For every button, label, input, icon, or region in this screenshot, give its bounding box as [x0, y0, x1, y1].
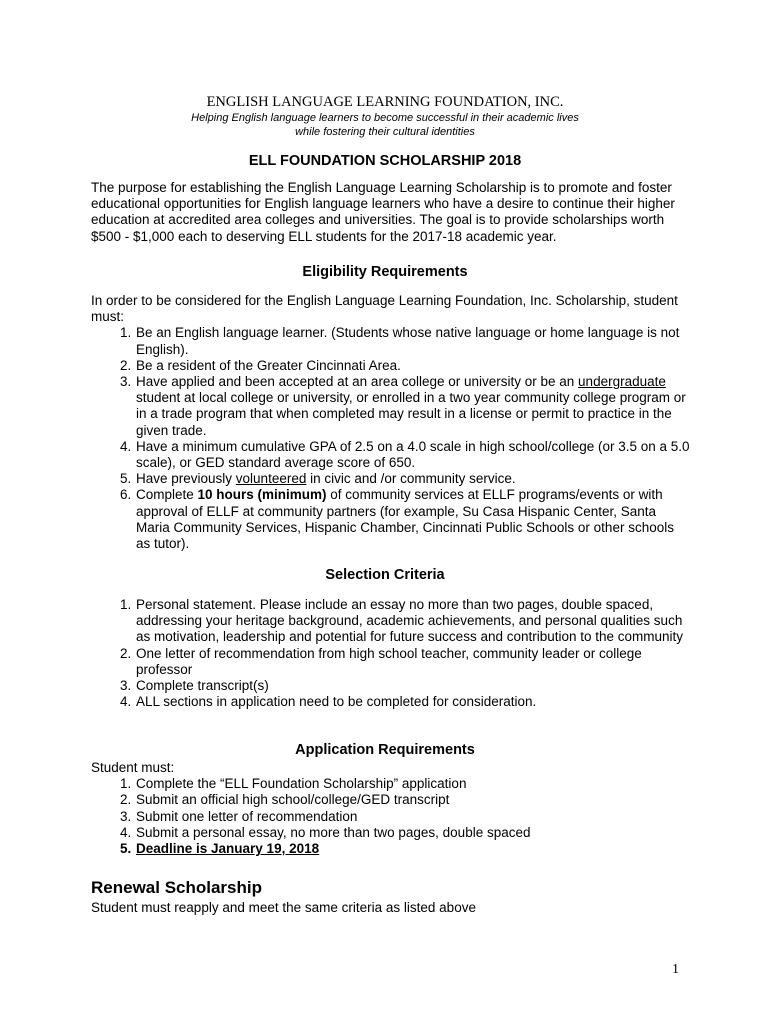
eligibility-lead: In order to be considered for the English Language Learning Foundation, Inc. Scholarship, student must: — [91, 293, 678, 325]
list-item: 2. Be a resident of the Greater Cincinnati Area. — [135, 358, 691, 374]
page-number: 1 — [672, 962, 679, 977]
application-lead: Student must: — [91, 760, 175, 775]
eligibility-heading: Eligibility Requirements — [302, 264, 468, 280]
tagline — [0, 111, 770, 139]
tagline-line-1: Helping English language learners to become successful in their academic lives — [191, 112, 579, 124]
application-heading: Application Requirements — [295, 742, 475, 758]
deadline-item: 5. Deadline is January 19, 2018 — [135, 841, 691, 857]
application-section — [91, 760, 691, 857]
list-item: 1. Complete the “ELL Foundation Scholarship” application — [135, 776, 691, 792]
renewal-text: Student must reapply and meet the same criteria as listed above — [91, 900, 476, 915]
list-item: 5. Have previously volunteered in civic and /or community service. — [135, 471, 691, 487]
list-item: 2. One letter of recommendation from high school teacher, community leader or college professor — [135, 646, 691, 678]
organization-name: ENGLISH LANGUAGE LEARNING FOUNDATION, INC. — [206, 94, 564, 110]
list-item: 6. Complete 10 hours (minimum) of community services at ELLF programs/events or with approval of ELLF at community partners (for example, Su Casa Hispanic Center, Santa Maria Community Services, Hispanic Chamber, Cincinnati Public Schools or other schools as tutor). — [135, 487, 691, 552]
list-item: 3. Submit one letter of recommendation — [135, 809, 691, 825]
selection-heading: Selection Criteria — [325, 567, 445, 583]
list-item: 1. Be an English language learner. (Students whose native language or home language is not English). — [135, 325, 691, 357]
list-item: 1. Personal statement. Please include an essay no more than two pages, double spaced, addressing your heritage background, academic achievements, and personal qualities such as motivation, leadership and potential for future success and contribution to the community — [135, 597, 691, 646]
eligibility-list — [91, 325, 691, 552]
selection-section — [91, 597, 691, 710]
selection-list — [91, 597, 691, 710]
list-item: 4. Submit a personal essay, no more than two pages, double spaced — [135, 825, 691, 841]
intro-paragraph: The purpose for establishing the English Language Learning Scholarship is to promote and foster educational opportunities for English language learners who have a desire to continue their higher education at accredited area colleges and universities. The goal is to provide scholarships worth $500 - $1,000 each to deserving ELL students for the 2017-18 academic year. — [91, 180, 675, 244]
list-item: 3. Complete transcript(s) — [135, 678, 691, 694]
list-item: 3. Have applied and been accepted at an area college or university or be an undergraduate student at local college or university, or enrolled in a two year community college program or in a trade program that when completed may result in a license or permit to practice in the given trade. — [135, 374, 691, 439]
list-item: 4. ALL sections in application need to be completed for consideration. — [135, 694, 691, 710]
renewal-heading: Renewal Scholarship — [91, 878, 262, 897]
application-list — [91, 776, 691, 857]
document-title: ELL FOUNDATION SCHOLARSHIP 2018 — [248, 153, 522, 169]
eligibility-section — [91, 293, 691, 552]
list-item: 2. Submit an official high school/college/GED transcript — [135, 792, 691, 808]
tagline-line-2: while fostering their cultural identities — [295, 126, 475, 138]
list-item: 4. Have a minimum cumulative GPA of 2.5 on a 4.0 scale in high school/college (or 3.5 on a 5.0 scale), or GED standard average score of 650. — [135, 439, 691, 471]
